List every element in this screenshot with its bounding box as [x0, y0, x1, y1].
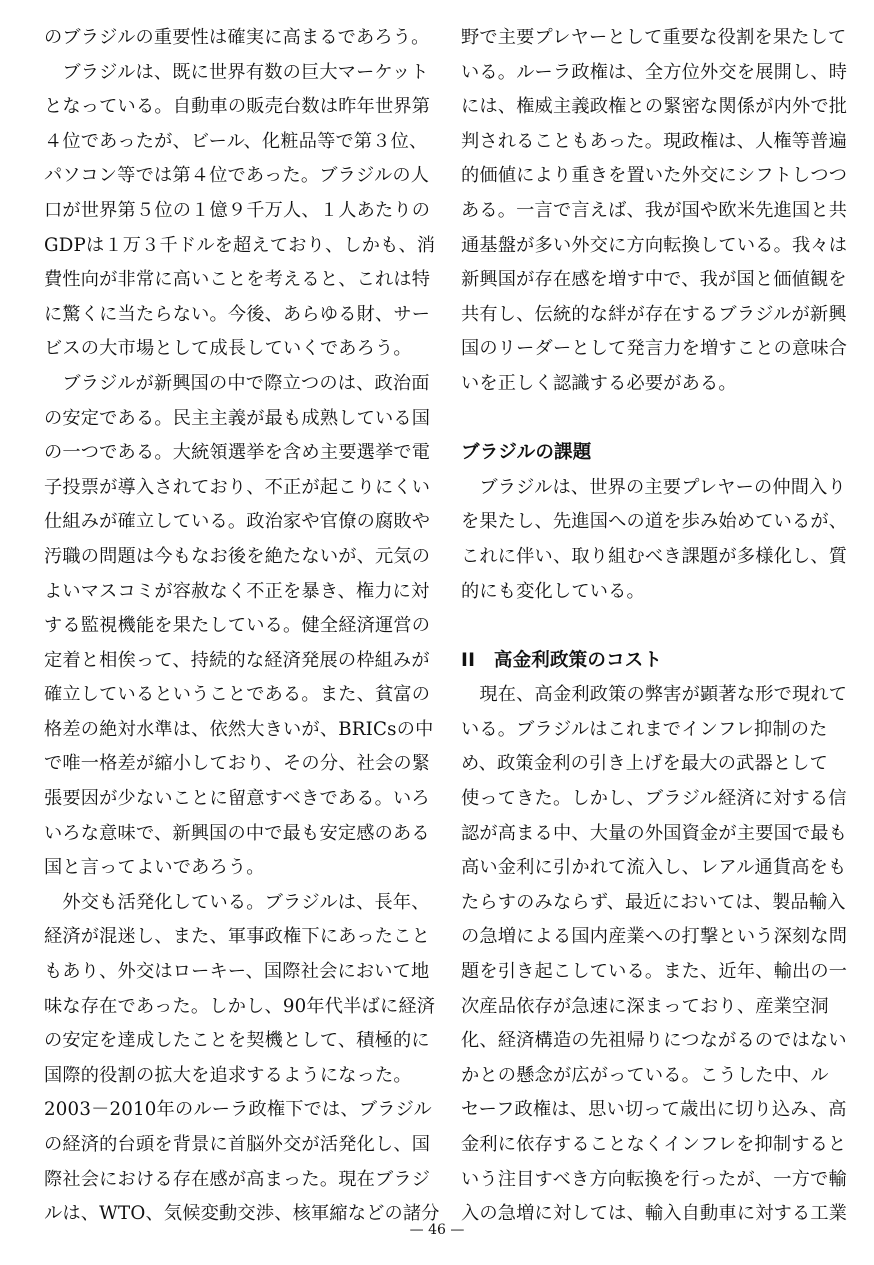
spacer [461, 402, 829, 437]
text-line: となっている。自動車の販売台数は昨年世界第 [44, 96, 431, 118]
text-line: いる。ブラジルはこれまでインフレ抑制のた [461, 718, 828, 740]
section-heading: ブラジルの課題 [461, 442, 592, 464]
text-line: 張要因が少ないことに留意すべきである。いろ [44, 788, 430, 810]
text-line: 国のリーダーとして発言力を増すことの意味合 [461, 338, 848, 360]
text-line: 確立しているということである。また、貧富の [44, 684, 431, 706]
text-line: 新興国が存在感を増す中で、我が国と価値観を [461, 269, 847, 291]
text-line: 金利に依存することなくインフレを抑制すると [461, 1134, 847, 1155]
section-heading: II 高金利政策のコスト [461, 649, 663, 671]
text-line: の経済的台頭を背景に首脳外交が活発化し、国 [44, 1134, 431, 1155]
text-line: ルは、WTO、気候変動交渉、核軍縮などの諸分 [44, 1203, 440, 1225]
text-line: ブラジルは、世界の主要プレヤーの仲間入り [461, 476, 846, 498]
text-line: セーフ政権は、思い切って歳出に切り込み、高 [461, 1099, 847, 1121]
text-line: 的にも変化している。 [461, 580, 645, 602]
text-line: 国と言ってよいであろう。 [44, 857, 265, 879]
text-line: の安定である。民主主義が最も成熟している国 [44, 407, 431, 429]
text-line: 的価値により重きを置いた外交にシフトしつつ [461, 165, 848, 187]
text-line: 使ってきた。しかし、ブラジル経済に対する信 [461, 788, 847, 810]
text-line: 子投票が導入されており、不正が起こりにくい [44, 476, 431, 498]
text-line: に驚くに当たらない。今後、あらゆる財、サー [44, 303, 431, 325]
text-line: する監視機能を果たしている。健全経済運営の [44, 615, 431, 637]
text-line: 味な存在であった。しかし、90年代半ばに経済 [44, 995, 436, 1017]
text-line: め、政策金利の引き上げを最大の武器として [461, 753, 829, 775]
text-line: 通基盤が多い外交に方向転換している。我々は [461, 234, 848, 256]
text-line: 判されることもあった。現政権は、人権等普遍 [461, 130, 847, 152]
text-line: ブラジルが新興国の中で際立つのは、政治面 [44, 372, 430, 394]
text-line: いう注目すべき方向転換を行ったが、一方で輸 [461, 1168, 847, 1190]
text-line: これに伴い、取り組むべき課題が多様化し、質 [461, 545, 848, 567]
text-line: の安定を達成したことを契機として、積極的に [44, 1030, 430, 1052]
text-line: ４位であったが、ビール、化粧品等で第３位、 [44, 130, 428, 152]
text-line: いる。ルーラ政権は、全方位外交を展開し、時 [461, 61, 848, 83]
text-line: 野で主要プレヤーとして重要な役割を果たして [461, 27, 847, 48]
text-line: 汚職の問題は今もなお後を絶たないが、元気の [44, 545, 431, 567]
text-line: 際社会における存在感が高まった。現在ブラジ [44, 1168, 431, 1190]
text-line: 次産品依存が急速に深まっており、産業空洞 [461, 995, 829, 1017]
page-number: — 46 — [409, 1222, 465, 1238]
text-line: 仕組みが確立している。政治家や官僚の腐敗や [44, 511, 431, 533]
text-line: 2003－2010年のルーラ政権下では、ブラジル [44, 1099, 432, 1121]
text-line: かとの懸念が広がっている。こうした中、ル [461, 1064, 829, 1086]
text-line: で唯一格差が縮小しており、その分、社会の緊 [44, 753, 431, 775]
text-line: 認が高まる中、大量の外国資金が主要国で最も [461, 822, 848, 844]
text-line: には、権威主義政権との緊密な関係が内外で批 [461, 96, 848, 118]
text-line: GDPは１万３千ドルを超えており、しかも、消 [44, 234, 436, 256]
text-line: 外交も活発化している。ブラジルは、長年、 [44, 891, 430, 913]
text-line: 高い金利に引かれて流入し、レアル通貨高をも [461, 857, 847, 879]
right-column [461, 21, 848, 1232]
text-line: 化、経済構造の先祖帰りにつながるのではない [461, 1030, 847, 1052]
text-line: ある。一言で言えば、我が国や欧米先進国と共 [461, 199, 848, 221]
text-line: 共有し、伝統的な絆が存在するブラジルが新興 [461, 303, 847, 325]
text-line: 現在、高金利政策の弊害が顕著な形で現れて [461, 684, 848, 706]
text-line: 国際的役割の拡大を追求するようになった。 [44, 1064, 412, 1086]
text-line: もあり、外交はローキー、国際社会において地 [44, 961, 430, 983]
text-line: 経済が混迷し、また、軍事政権下にあったこと [44, 926, 430, 948]
text-line: 入の急増に対しては、輸入自動車に対する工業 [461, 1203, 848, 1225]
text-line: の一つである。大統領選挙を含め主要選挙で電 [44, 442, 431, 464]
text-line: のブラジルの重要性は確実に高まるであろう。 [44, 27, 430, 48]
text-line: 格差の絶対水準は、依然大きいが、BRICsの中 [44, 718, 434, 740]
text-line: 題を引き起こしている。また、近年、輸出の一 [461, 961, 848, 983]
text-line: ビスの大市場として成長していくであろう。 [44, 338, 412, 360]
text-line: いろな意味で、新興国の中で最も安定感のある [44, 822, 430, 844]
left-column [44, 21, 440, 1232]
text-line: よいマスコミが容赦なく不正を暴き、権力に対 [44, 580, 430, 602]
spacer [461, 609, 829, 644]
text-line: パソコン等では第４位であった。ブラジルの人 [44, 165, 430, 187]
text-line: たらすのみならず、最近においては、製品輸入 [461, 891, 846, 913]
text-line: 口が世界第５位の１億９千万人、１人あたりの [44, 199, 431, 221]
text-line: の急増による国内産業への打撃という深刻な問 [461, 926, 848, 948]
text-line: いを正しく認識する必要がある。 [461, 372, 737, 394]
text-line: ブラジルは、既に世界有数の巨大マーケット [44, 61, 429, 83]
text-line: 費性向が非常に高いことを考えると、これは特 [44, 269, 431, 291]
text-line: を果たし、先進国への道を歩み始めているが、 [461, 511, 848, 533]
text-line: 定着と相俟って、持続的な経済発展の枠組みが [44, 649, 430, 671]
